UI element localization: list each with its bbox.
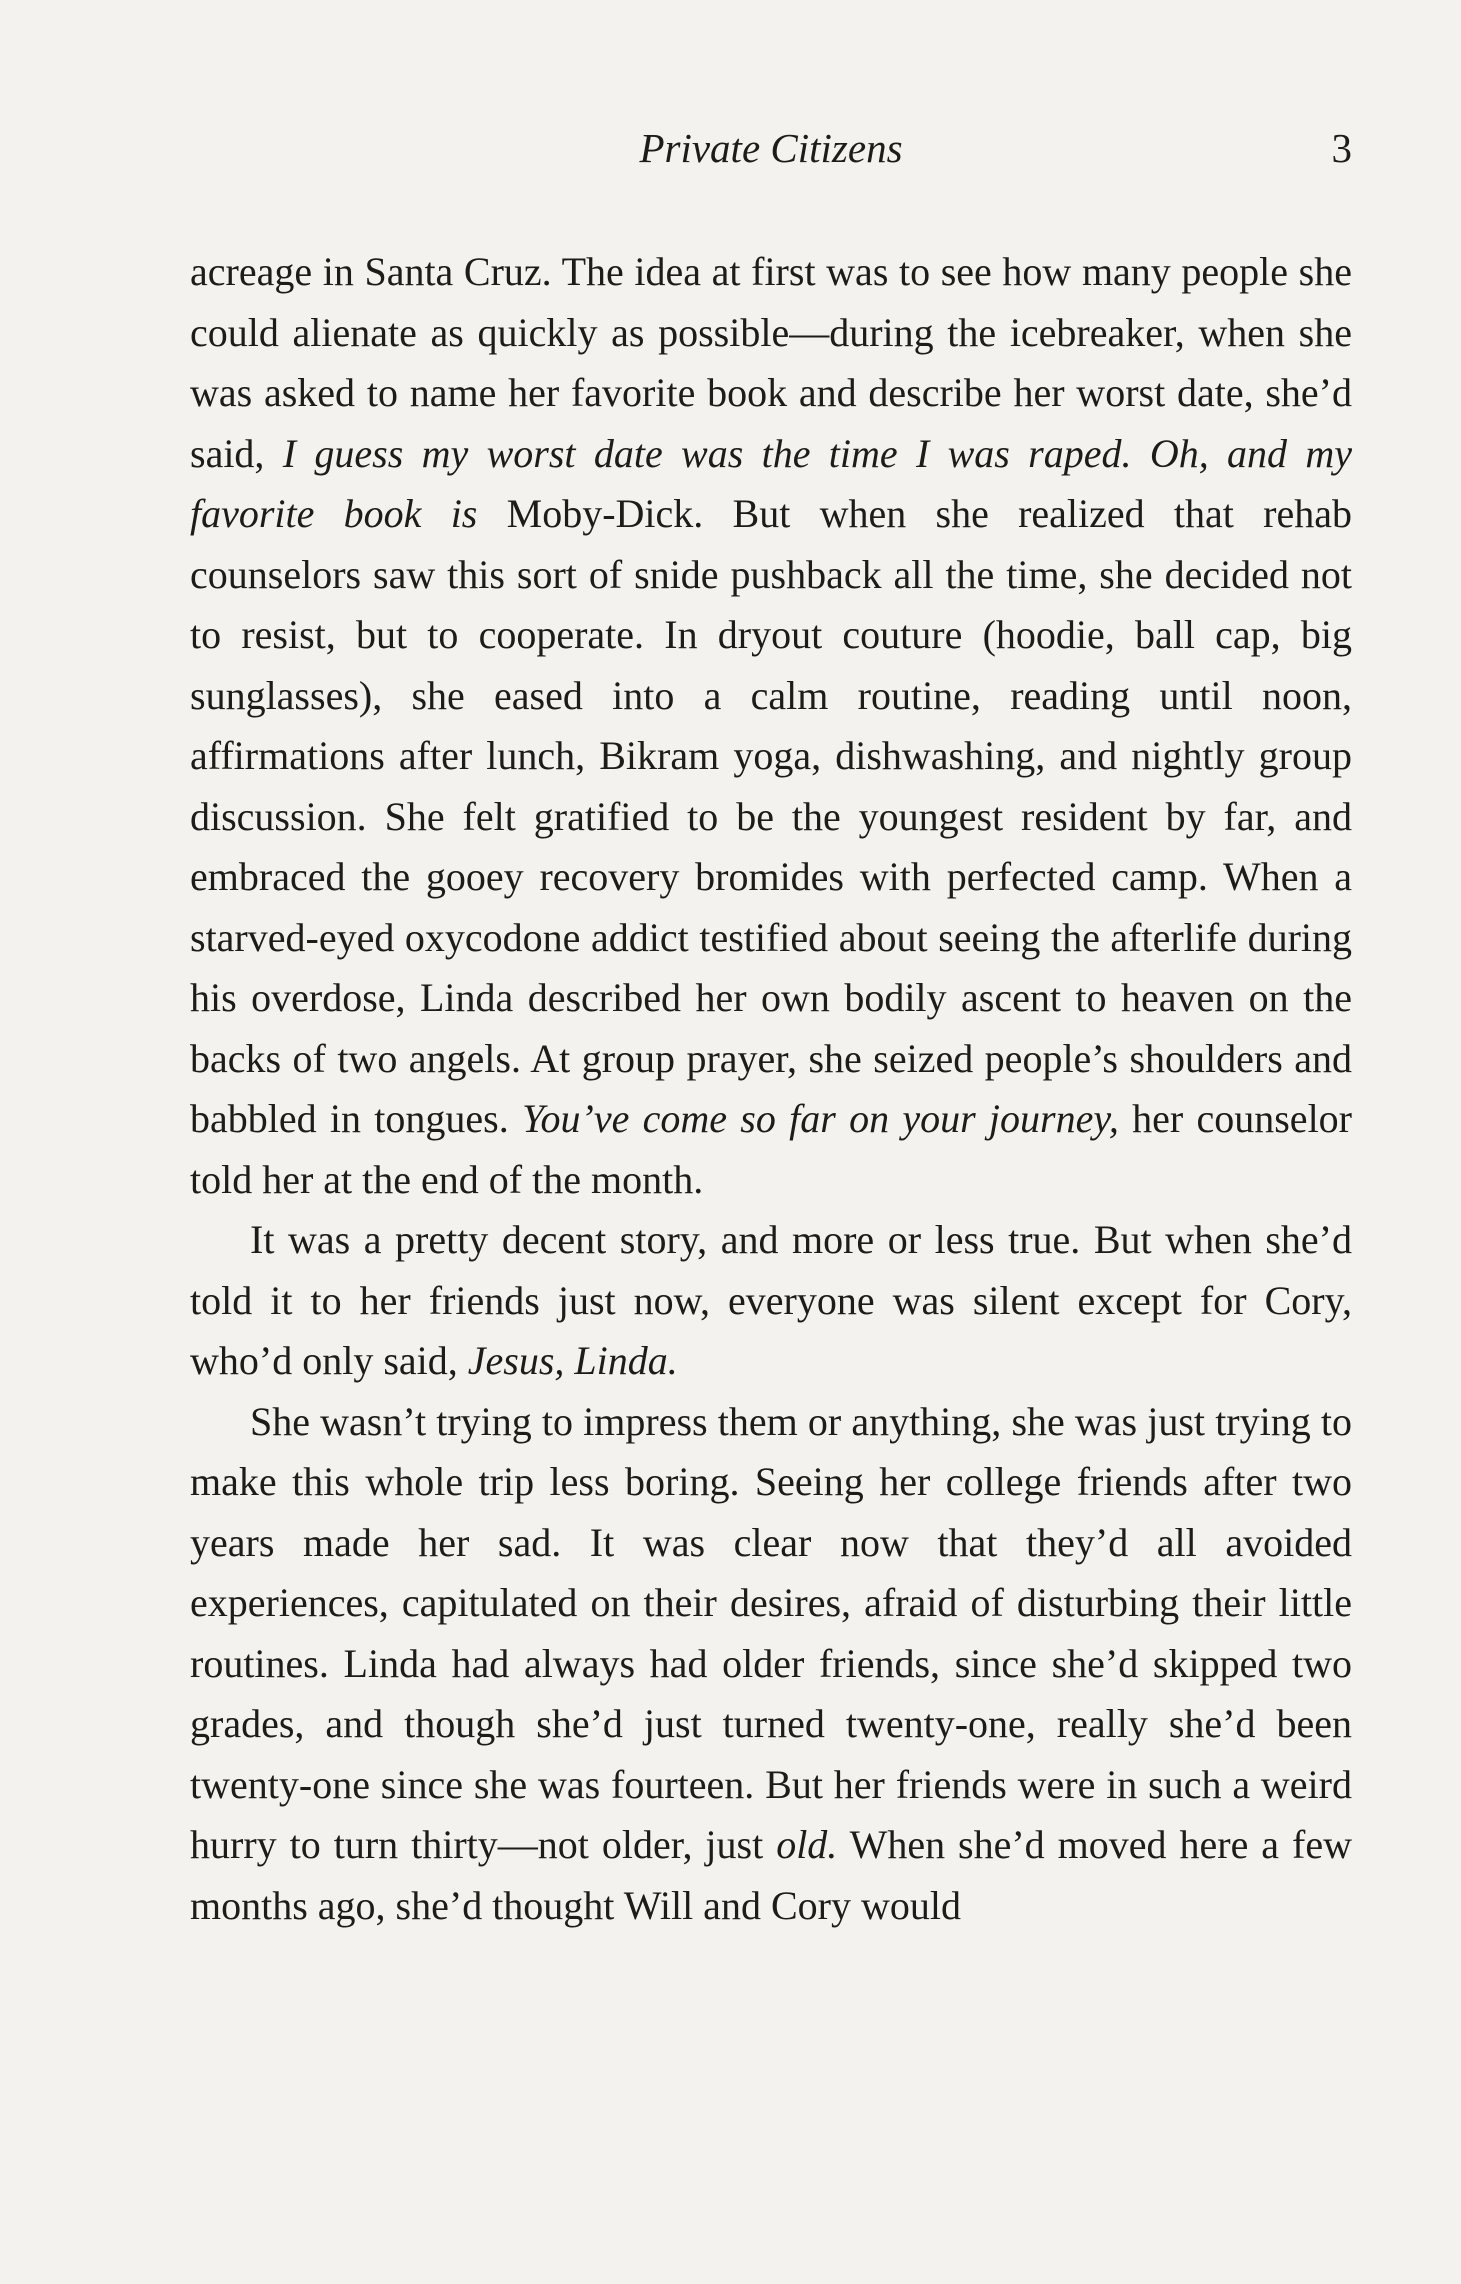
running-head [190, 118, 1352, 178]
text-run: her counselor told her at the end of the month. [190, 1096, 1352, 1202]
text-run: acreage in Santa Cruz. The idea at first was to see how many people she could alienate as quickly as possible—during the icebreaker, when she was asked to name her favorite book and describe her worst date, she’d said, [190, 249, 1352, 476]
paragraph-1 [190, 242, 1352, 1210]
italic-run: Jesus, Linda. [467, 1338, 678, 1383]
paragraph-3 [190, 1392, 1352, 1937]
running-title: Private Citizens [639, 125, 903, 171]
text-run: When she’d moved here a few months ago, she’d thought Will and Cory would [190, 1822, 1352, 1928]
text-run: Moby-Dick. But when she realized that rehab counselors saw this sort of snide pushback all the time, she decided not to resist, but to cooperate. In dryout couture (hoodie, ball cap, big sunglasses), she eased into a calm routine, reading until noon, affirmations after lunch, Bikram yoga, dishwashing, and nightly group discussion. She felt gratified to be the youngest resident by far, and embraced the gooey recovery bromides with perfected camp. When a starved-eyed oxycodone addict testified about seeing the afterlife during his overdose, Linda described her own bodily ascent to heaven on the backs of two angels. At group prayer, she seized people’s shoulders and babbled in tongues. [190, 491, 1353, 1141]
italic-run: I guess my worst date was the time I was raped. Oh, and my favorite book is [190, 430, 1352, 536]
text-run: She wasn’t trying to impress them or anything, she was just trying to make this whole trip less boring. Seeing her college friends after two years made her sad. It was clear now that they’d all avoided experiences, capitulated on their desires, afraid of disturbing their little routines. Linda had always had older friends, since she’d skipped two grades, and though she’d just turned twenty-one, really she’d been twenty-one since she was fourteen. But her friends were in such a weird hurry to turn thirty—not older, just [190, 1398, 1352, 1867]
paragraph-2 [190, 1210, 1352, 1392]
body-text [190, 242, 1352, 1936]
text-run: It was a pretty decent story, and more or less true. But when she’d told it to her friends just now, everyone was silent except for Cory, who’d only said, [190, 1217, 1352, 1383]
page-number: 3 [1331, 125, 1352, 171]
italic-run: old. [776, 1822, 838, 1867]
italic-run: You’ve come so far on your journey, [521, 1096, 1119, 1141]
